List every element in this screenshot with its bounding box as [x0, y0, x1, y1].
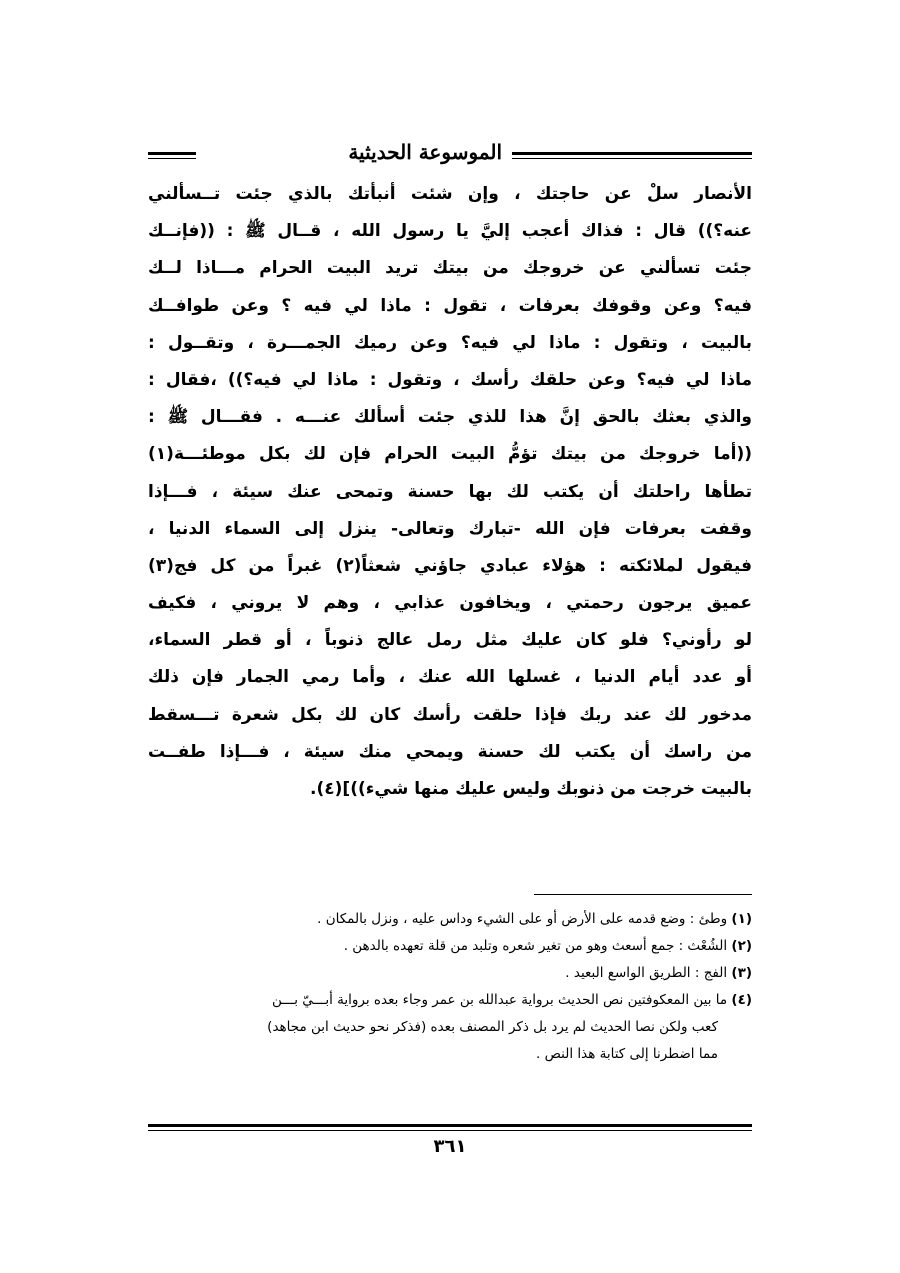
header-rule-right — [512, 152, 752, 159]
text-line: عنه؟)) قال : فذاك أعجب إليَّ يا رسول الله ، قــال ﷺ : ((فإنــك — [148, 221, 752, 242]
book-title: الموسوعة الحديثية — [348, 140, 502, 164]
text-line: لو رأوني؟ فلو كان عليك مثل رمل عالج ذنوباً ، أو قطر السماء، — [148, 630, 752, 651]
footnotes — [148, 906, 752, 1068]
text-line: عميق يرجون رحمتي ، ويخافون عذابي ، وهم لا يروني ، فكيف — [148, 593, 752, 614]
main-text-block — [148, 176, 752, 808]
footnote-number: (٣) — [731, 965, 752, 981]
footnote-2 — [148, 933, 752, 960]
text-line: مدخور لك عند ربك فإذا حلقت رأسك كان لك بكل شعرة تـــسقط — [148, 704, 752, 725]
footnote-1 — [148, 906, 752, 933]
footnote-number: (٢) — [731, 938, 752, 954]
text-line: فيقول لملائكته : هؤلاء عبادي جاؤني شعثاً(٢) غبراً من كل فج(٣) — [148, 555, 752, 576]
footnote-number: (١) — [731, 911, 752, 927]
text-line: جئت تسألني عن خروجك من بيتك تريد البيت الحرام مـــاذا لــك — [148, 258, 752, 279]
page-number: ٣٦١ — [433, 1136, 467, 1157]
running-header — [148, 140, 752, 172]
footnote-4-continuation: مما اضطرنا إلى كتابة هذا النص . — [536, 1046, 718, 1062]
header-rule-left — [148, 152, 196, 159]
text-line: والذي بعثك بالحق إنَّ هذا للذي جئت أسألك عنـــه . فقـــال ﷺ : — [148, 407, 752, 428]
text-line: وقفت بعرفات فإن الله -تبارك وتعالى- ينزل إلى السماء الدنيا ، — [148, 518, 752, 539]
footnote-text: ما بين المعكوفتين نص الحديث برواية عبدالله بن عمر وجاء بعده برواية أبـــيّ بـــن — [272, 992, 728, 1008]
footnote-4 — [148, 987, 752, 1014]
text-line: أو عدد أيام الدنيا ، غسلها الله عنك ، وأما رمي الجمار فإن ذلك — [148, 667, 752, 688]
footer-rule — [148, 1124, 752, 1131]
text-line: ماذا لي فيه؟ وعن حلقك رأسك ، وتقول : ماذا لي فيه؟)) ،فقال : — [148, 369, 752, 390]
text-line: ((أما خروجك من بيتك تؤمُّ البيت الحرام فإن لك بكل موطئـــة(١) — [148, 444, 752, 465]
footnote-number: (٤) — [731, 992, 752, 1008]
footnote-text: الشُعْث : جمع أسعث وهو من تغير شعره وتلبد من قلة تعهده بالدهن . — [343, 938, 728, 954]
text-line: من راسك أن يكتب لك حسنة ويمحي منك سيئة ، فـــإذا طفــت — [148, 741, 752, 762]
text-line: بالبيت ، وتقول : ماذا لي فيه؟ وعن رميك الجمـــرة ، وتقــول : — [148, 332, 752, 353]
footnote-separator — [534, 894, 752, 895]
footnote-4-continuation: كعب ولكن نصا الحديث لم يرد بل ذكر المصنف بعده (فذكر نحو حديث ابن مجاهد) — [267, 1019, 718, 1035]
text-line: تطأها راحلتك أن يكتب لك بها حسنة وتمحى عنك سيئة ، فـــإذا — [148, 481, 752, 502]
footnote-text: الفج : الطريق الواسع البعيد . — [565, 965, 728, 981]
footnote-3 — [148, 960, 752, 987]
text-line: الأنصار سلْ عن حاجتك ، وإن شئت أنبأتك بالذي جئت تــسألني — [148, 184, 752, 204]
footnote-text: وطئ : وضع قدمه على الأرض أو على الشيء وداس عليه ، ونزل بالمكان . — [317, 911, 728, 927]
text-line: فيه؟ وعن وقوفك بعرفات ، تقول : ماذا لي فيه ؟ وعن طوافــك — [148, 295, 752, 316]
text-line: بالبيت خرجت من ذنوبك وليس عليك منها شيء))](٤). — [310, 779, 752, 799]
